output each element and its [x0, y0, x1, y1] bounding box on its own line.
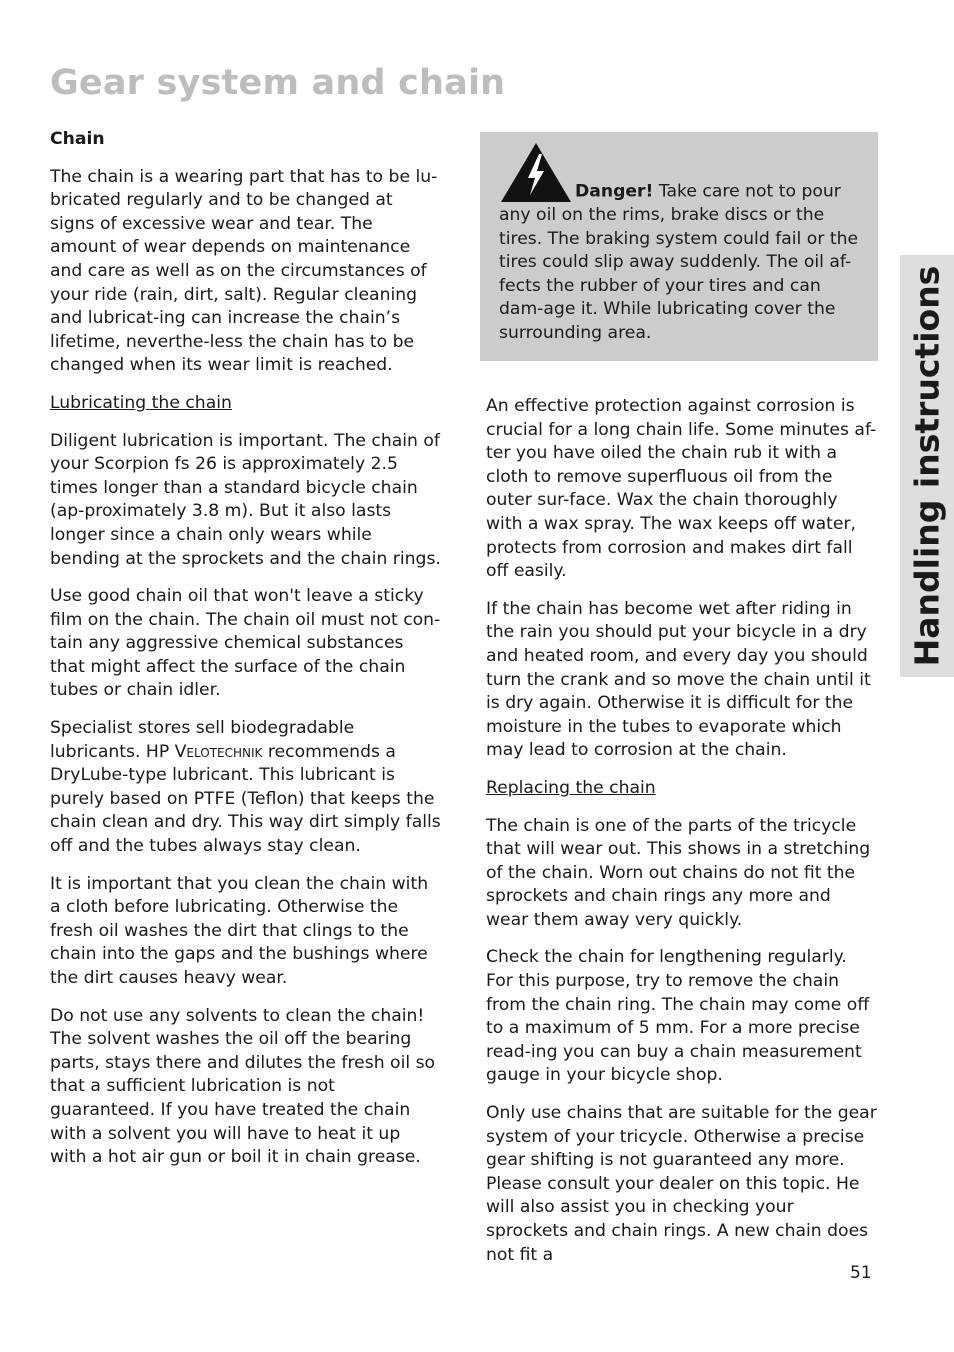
paragraph-wet-chain: If the chain has become wet after riding in the rain you should put your bicycle in a dry and heated room, and every day you should turn the crank and so move the chain until it is dry again. Otherwise it is difficult for the moisture in the tubes to evaporate which may lead to corrosion at the chain.	[486, 598, 871, 761]
paragraph-suitable-chains: Only use chains that are suitable for the gear system of your tricycle. Otherwise a precise gear shifting is not guaranteed any more. Please consult your dealer on this topic. He will also assist you in checking your sprockets and chain rings. A new chain does not fit a	[486, 1103, 877, 1265]
page-number: 51	[850, 1263, 872, 1283]
paragraph-solvents: Do not use any solvents to clean the chain! The solvent washes the oil off the bearing parts, stays there and dilutes the fresh oil so that a sufficient lubrication is not guaranteed. If you have treated the chain with a solvent you will have to heat it up with a hot air gun or boil it in chain grease.	[50, 1005, 436, 1168]
subheading-lubricating: Lubricating the chain	[50, 392, 232, 413]
right-column	[486, 395, 878, 1267]
section-heading-chain: Chain	[50, 129, 105, 149]
paragraph-lengthening: Check the chain for lengthening regularly. For this purpose, try to remove the chain from the chain ring. The chain may come off to a maximum of 5 mm. For a more precise read-ing you can buy a chain measurement gauge in your bicycle shop.	[486, 947, 870, 1086]
brand-name: Velotechnik	[174, 741, 263, 762]
left-column	[50, 128, 442, 1170]
side-tab	[900, 255, 954, 677]
subheading-replacing: Replacing the chain	[486, 777, 656, 798]
paragraph-wear: The chain is one of the parts of the tricycle that will wear out. This shows in a stretching of the chain. Worn out chains do not fit the sprockets and chain rings any more and wear them away very quickly.	[486, 815, 871, 930]
side-tab-label: Handling instructions	[907, 265, 947, 667]
danger-warning-text: Danger! Take care not to pour any oil on the rims, brake discs or the tires. The braking system could fail or the tires could slip away suddenly. The oil af-fects the rubber of your tires and can dam-age it. While lubricating cover the surrounding area.	[499, 140, 860, 346]
danger-warning-box	[480, 132, 878, 361]
paragraph-lubricants: Specialist stores sell biodegradable lubricants. HP Velotechnik recommends a DryLube-type lubricant. This lubricant is purely based on PTFE (Teflon) that keeps the chain clean and dry. This way dirt simply falls off and the tubes always stay clean.	[50, 718, 441, 857]
paragraph-cleaning: It is important that you clean the chain with a cloth before lubricating. Otherwise the fresh oil washes the dirt that clings to the chain into the gaps and the bushings where the dirt causes heavy wear.	[50, 873, 429, 988]
page-title: Gear system and chain	[50, 63, 506, 103]
paragraph-chain-oil: Use good chain oil that won't leave a sticky film on the chain. The chain oil must not con-tain any aggressive chemical substances that might affect the surface of the chain tubes or chain idler.	[50, 586, 441, 701]
paragraph-lubrication: Diligent lubrication is important. The chain of your Scorpion fs 26 is approximately 2.5 times longer than a standard bicycle chain (ap-proximately 3.8 m). But it also lasts longer since a chain only wears while bending at the sprockets and the chain rings.	[50, 430, 441, 569]
paragraph-corrosion: An effective protection against corrosion is crucial for a long chain life. Some minutes af-ter you have oiled the chain rub it with a cloth to remove superfluous oil from the outer sur-face. Wax the chain thoroughly with a wax spray. The wax keeps off water, protects from corrosion and makes dirt fall off easily.	[486, 396, 877, 582]
danger-label: Danger!	[575, 181, 654, 202]
high-voltage-warning-icon	[499, 140, 573, 204]
paragraph-chain-intro: The chain is a wearing part that has to be lu-bricated regularly and to be changed at signs of excessive wear and tear. The amount of wear depends on maintenance and care as well as on the circumstances of your ride (rain, dirt, salt). Regular cleaning and lubricat-ing can increase the chain’s lifetime, neverthe-less the chain has to be changed when its wear limit is reached.	[50, 166, 438, 376]
